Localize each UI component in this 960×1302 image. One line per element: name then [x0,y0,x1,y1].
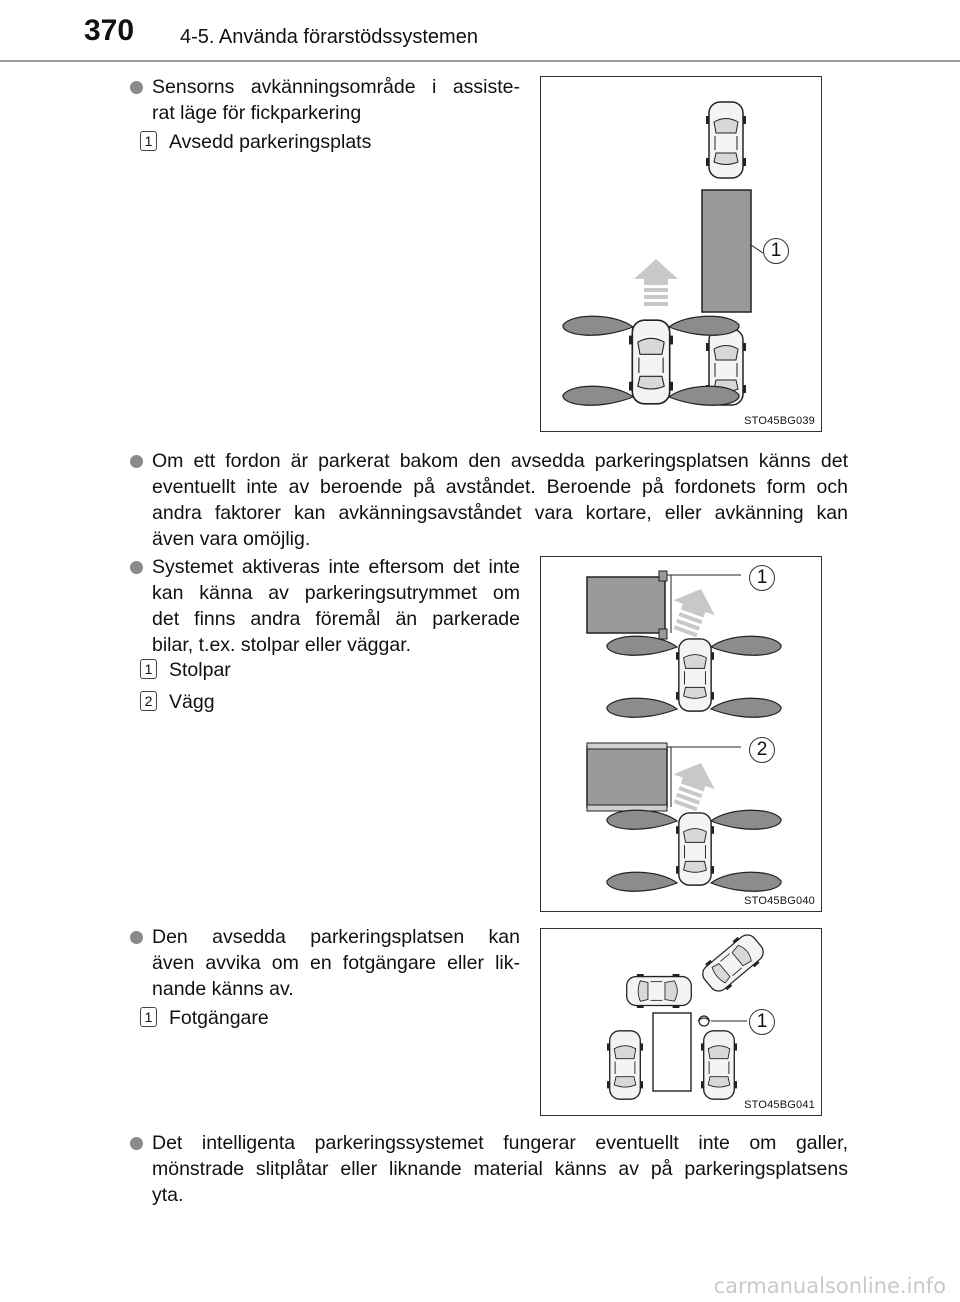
bullet-icon [130,1137,143,1150]
figure-pedestrian [540,928,822,1116]
page-header [0,0,960,62]
legend-number: 1 [140,659,157,679]
bullet-other-objects [152,554,520,658]
bullet-icon [130,81,143,94]
bullet-icon [130,931,143,944]
legend-label: Avsedd parkeringsplats [169,131,372,153]
watermark: carmanualsonline.info [713,1274,946,1298]
figure-code: STO45BG041 [744,1099,815,1111]
legend-item [140,1006,269,1030]
figure-parking-space [540,76,822,432]
text-line: Det intelligenta parkeringssystemet fungerar eventuellt inte om galler, [152,1132,848,1154]
bullet-vehicle-behind [152,448,848,552]
text-line: Systemet aktiveras inte eftersom det inte [152,556,520,578]
legend-item [140,130,371,154]
callout-2: 2 [749,737,775,763]
figure-code: STO45BG040 [744,895,815,907]
bullet-icon [130,561,143,574]
text-line: Sensorns avkänningsområde i assiste- [152,76,520,98]
figure-code: STO45BG039 [744,415,815,427]
legend-number: 1 [140,1007,157,1027]
bullet-sensor-area [152,74,520,126]
text-line: nande känns av. [152,978,294,1000]
text-line: bilar, t.ex. stolpar eller väggar. [152,634,412,656]
legend-item [140,690,215,714]
section-title: 4-5. Använda förarstödssystemen [180,26,478,48]
text-line: eventuellt inte av beroende på avståndet. Beroende på fordonets form och [152,476,848,498]
text-line: även avvika om en fotgängare eller lik- [152,952,520,974]
legend-label: Vägg [169,691,215,713]
callout-1: 1 [749,565,775,591]
text-line: mönstrade slitplåtar eller liknande material känns av på parkeringsplatsens [152,1158,848,1180]
legend-number: 2 [140,691,157,711]
text-line: rat läge för fickparkering [152,102,362,124]
page-number: 370 [84,14,135,47]
bullet-icon [130,455,143,468]
legend-label: Fotgängare [169,1007,269,1029]
header-divider [0,60,960,62]
text-line: Om ett fordon är parkerat bakom den avsedda parkeringsplatsen känns det [152,450,848,472]
figure-posts-wall [540,556,822,912]
text-line: kan känna av parkeringsutrymmet om [152,582,520,604]
bullet-grating [152,1130,848,1208]
legend-number: 1 [140,131,157,151]
callout-1: 1 [749,1009,775,1035]
text-line: även vara omöjlig. [152,528,311,550]
legend-label: Stolpar [169,659,231,681]
callout-1: 1 [763,238,789,264]
text-line: Den avsedda parkeringsplatsen kan [152,926,520,948]
bullet-pedestrian [152,924,520,1002]
text-line: andra faktorer kan avkänningsavståndet vara kortare, eller avkänning kan [152,502,848,524]
legend-item [140,658,231,682]
text-line: yta. [152,1184,184,1206]
text-line: det finns andra föremål än parkerade [152,608,520,630]
